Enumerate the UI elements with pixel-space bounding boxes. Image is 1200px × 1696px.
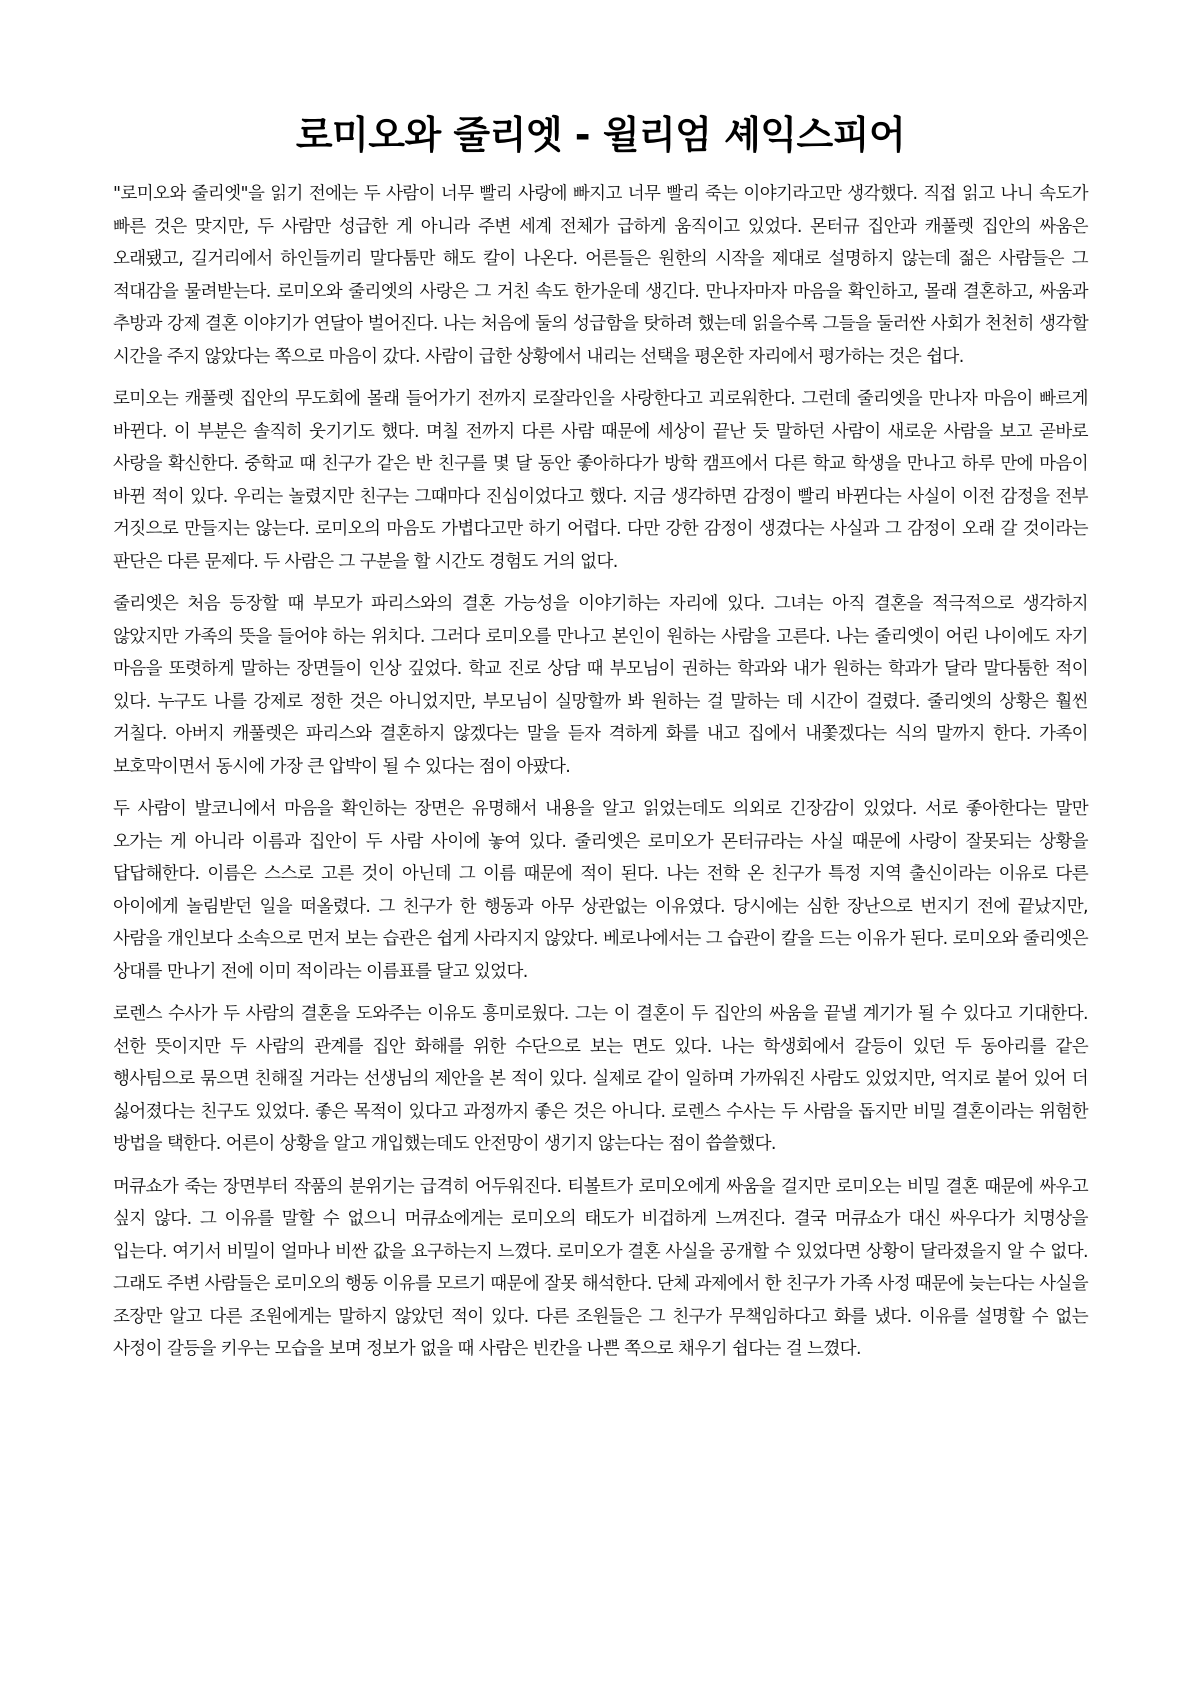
paragraph: "로미오와 줄리엣"을 읽기 전에는 두 사람이 너무 빨리 사랑에 빠지고 너무 빨리 죽는 이야기라고만 생각했다. 직접 읽고 나니 속도가 빠른 것은 맞지만, 두 사람만 성급한 게 아니라 주변 세계 전체가 급하게 움직이고 있었다. 몬터규 집안과 캐풀렛 집안의 싸움은 오래됐고, 길거리에서 하인들끼리 말다툼만 해도 칼이 나온다. 어른들은 원한의 시작을 제대로 설명하지 않는데 젊은 사람들은 그 적대감을 물려받는다. 로미오와 줄리엣의 사랑은 그 거친 속도 한가운데 생긴다. 만나자마자 마음을 확인하고, 몰래 결혼하고, 싸움과 추방과 강제 결혼 이야기가 연달아 벌어진다. 나는 처음에 둘의 성급함을 탓하려 했는데 읽을수록 그들을 둘러싼 사회가 천천히 생각할 시간을 주지 않았다는 쪽으로 마음이 갔다. 사람이 급한 상황에서 내리는 선택을 평온한 자리에서 평가하는 것은 쉽다.: [113, 184, 1088, 367]
paragraph: 두 사람이 발코니에서 마음을 확인하는 장면은 유명해서 내용을 알고 읽었는데도 의외로 긴장감이 있었다. 서로 좋아한다는 말만 오가는 게 아니라 이름과 집안이 두 사람 사이에 놓여 있다. 줄리엣은 로미오가 몬터규라는 사실 때문에 사랑이 잘못되는 상황을 답답해한다. 이름은 스스로 고른 것이 아닌데 그 이름 때문에 적이 된다. 나는 전학 온 친구가 특정 지역 출신이라는 이유로 다른 아이에게 놀림받던 일을 떠올렸다. 그 친구가 한 행동과 아무 상관없는 이유였다. 당시에는 심한 장난으로 번지기 전에 끝났지만, 사람을 개인보다 소속으로 먼저 보는 습관은 쉽게 사라지지 않았다. 베로나에서는 그 습관이 칼을 드는 이유가 된다. 로미오와 줄리엣은 상대를 만나기 전에 이미 적이라는 이름표를 달고 있었다.: [113, 799, 1088, 982]
paragraph: 줄리엣은 처음 등장할 때 부모가 파리스와의 결혼 가능성을 이야기하는 자리에 있다. 그녀는 아직 결혼을 적극적으로 생각하지 않았지만 가족의 뜻을 들어야 하는 위치다. 그러다 로미오를 만나고 본인이 원하는 사람을 고른다. 나는 줄리엣이 어린 나이에도 자기 마음을 또렷하게 말하는 장면들이 인상 깊었다. 학교 진로 상담 때 부모님이 권하는 학과와 내가 원하는 학과가 달라 말다툼한 적이 있다. 누구도 나를 강제로 정한 것은 아니었지만, 부모님이 실망할까 봐 원하는 걸 말하는 데 시간이 걸렸다. 줄리엣의 상황은 훨씬 거칠다. 아버지 캐풀렛은 파리스와 결혼하지 않겠다는 말을 듣자 격하게 화를 내고 집에서 내쫓겠다는 식의 말까지 한다. 가족이 보호막이면서 동시에 가장 큰 압박이 될 수 있다는 점이 아팠다.: [113, 594, 1088, 777]
paragraph: 로미오는 캐풀렛 집안의 무도회에 몰래 들어가기 전까지 로잘라인을 사랑한다고 괴로워한다. 그런데 줄리엣을 만나자 마음이 빠르게 바뀐다. 이 부분은 솔직히 웃기기도 했다. 며칠 전까지 다른 사람 때문에 세상이 끝난 듯 말하던 사람이 새로운 사람을 보고 곧바로 사랑을 확신한다. 중학교 때 친구가 같은 반 친구를 몇 달 동안 좋아하다가 방학 캠프에서 다른 학교 학생을 만나고 하루 만에 마음이 바뀐 적이 있다. 우리는 놀렸지만 친구는 그때마다 진심이었다고 했다. 지금 생각하면 감정이 빨리 바뀐다는 사실이 이전 감정을 전부 거짓으로 만들지는 않는다. 로미오의 마음도 가볍다고만 하기 어렵다. 다만 강한 감정이 생겼다는 사실과 그 감정이 오래 갈 것이라는 판단은 다른 문제다. 두 사람은 그 구분을 할 시간도 경험도 거의 없다.: [113, 389, 1088, 572]
document-title: 로미오와 줄리엣 - 윌리엄 셰익스피어: [295, 113, 906, 157]
essay-body: [113, 178, 1088, 1366]
paragraph: 머큐쇼가 죽는 장면부터 작품의 분위기는 급격히 어두워진다. 티볼트가 로미오에게 싸움을 걸지만 로미오는 비밀 결혼 때문에 싸우고 싶지 않다. 그 이유를 말할 수 없으니 머큐쇼에게는 로미오의 태도가 비겁하게 느껴진다. 결국 머큐쇼가 대신 싸우다가 치명상을 입는다. 여기서 비밀이 얼마나 비싼 값을 요구하는지 느꼈다. 로미오가 결혼 사실을 공개할 수 있었다면 상황이 달라졌을지 알 수 없다. 그래도 주변 사람들은 로미오의 행동 이유를 모르기 때문에 잘못 해석한다. 단체 과제에서 한 친구가 가족 사정 때문에 늦는다는 사실을 조장만 알고 다른 조원에게는 말하지 않았던 적이 있다. 다른 조원들은 그 친구가 무책임하다고 화를 냈다. 이유를 설명할 수 없는 사정이 갈등을 키우는 모습을 보며 정보가 없을 때 사람은 빈칸을 나쁜 쪽으로 채우기 쉽다는 걸 느꼈다.: [113, 1176, 1088, 1359]
paragraph: 로렌스 수사가 두 사람의 결혼을 도와주는 이유도 흥미로웠다. 그는 이 결혼이 두 집안의 싸움을 끝낼 계기가 될 수 있다고 기대한다. 선한 뜻이지만 두 사람의 관계를 집안 화해를 위한 수단으로 보는 면도 있다. 나는 학생회에서 갈등이 있던 두 동아리를 같은 행사팀으로 묶으면 친해질 거라는 선생님의 제안을 본 적이 있다. 실제로 같이 일하며 가까워진 사람도 있었지만, 억지로 붙어 있어 더 싫어졌다는 친구도 있었다. 좋은 목적이 있다고 과정까지 좋은 것은 아니다. 로렌스 수사는 두 사람을 돕지만 비밀 결혼이라는 위험한 방법을 택한다. 어른이 상황을 알고 개입했는데도 안전망이 생기지 않는다는 점이 씁쓸했다.: [113, 1004, 1088, 1154]
document-page: [113, 110, 1088, 1376]
